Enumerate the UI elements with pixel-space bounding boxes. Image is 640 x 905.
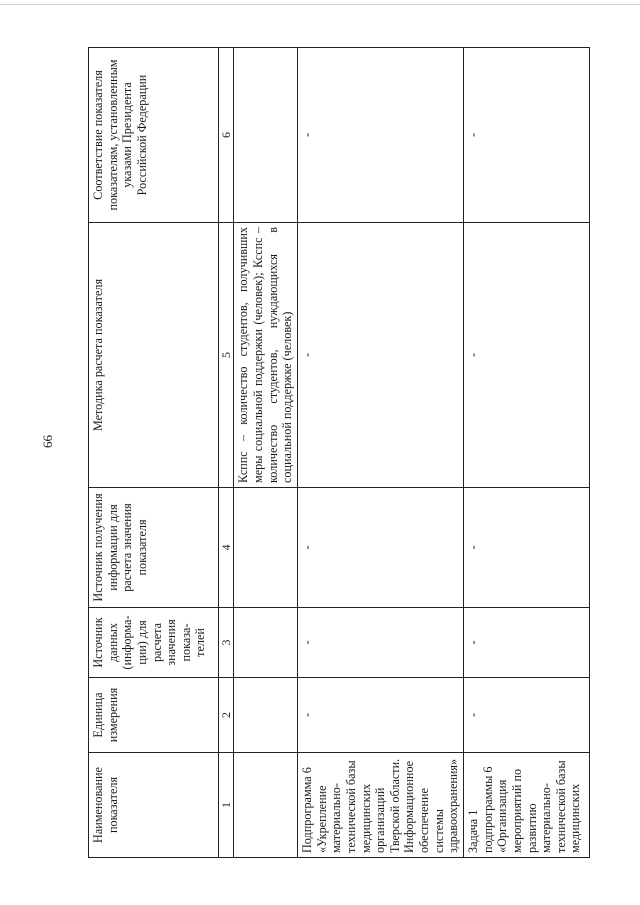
column-number: 4 xyxy=(219,488,234,608)
column-number: 1 xyxy=(219,753,234,858)
header-row xyxy=(89,48,219,858)
table-row xyxy=(464,48,590,858)
page-number: 66 xyxy=(40,435,55,448)
cell-data-source xyxy=(234,608,298,678)
column-number: 3 xyxy=(219,608,234,678)
table-row xyxy=(297,48,463,858)
cell-name: Задача 1 подпрограммы 6 «Организация мероприятий по развитию материально-технической базы медицинских xyxy=(464,753,590,858)
cell-info-source xyxy=(234,488,298,608)
header-info-source: Источник получения информации для расчета значения показателя xyxy=(89,488,219,608)
cell-compliance: - xyxy=(297,48,463,223)
column-number: 6 xyxy=(219,48,234,223)
header-indicator-name: Наименование показателя xyxy=(89,753,219,858)
column-number: 2 xyxy=(219,678,234,753)
cell-name xyxy=(234,753,298,858)
header-unit: Единица измерения xyxy=(89,678,219,753)
cell-info-source: - xyxy=(464,488,590,608)
cell-method: - xyxy=(464,223,590,488)
cell-method: Ксппс – количество студентов, получивших меры социальной поддержки (человек); Ксспс – количество студентов, нуждающихся в социальной поддержке (человек) xyxy=(234,223,298,488)
cell-data-source: - xyxy=(464,608,590,678)
cell-method: - xyxy=(297,223,463,488)
cell-unit: - xyxy=(297,678,463,753)
header-method: Методика расчета показателя xyxy=(89,223,219,488)
cell-unit: - xyxy=(464,678,590,753)
header-compliance: Соответствие показателя показателям, установленным указами Президента Российской Федерации xyxy=(89,48,219,223)
indicators-table xyxy=(88,47,590,858)
cell-unit xyxy=(234,678,298,753)
scan-artifact-line xyxy=(0,4,640,5)
header-data-source: Источник данных (информа-ции) для расчета значения показа-телей xyxy=(89,608,219,678)
cell-compliance xyxy=(234,48,298,223)
table-row xyxy=(234,48,298,858)
cell-info-source: - xyxy=(297,488,463,608)
cell-name: Подпрограмма 6 «Укрепление материально-технической базы медицинских организаций Тверской области. Информационное обеспечение системы здравоохранения» xyxy=(297,753,463,858)
cell-compliance: - xyxy=(464,48,590,223)
column-numbers-row xyxy=(219,48,234,858)
column-number: 5 xyxy=(219,223,234,488)
rotated-table-container xyxy=(88,48,590,858)
cell-data-source: - xyxy=(297,608,463,678)
